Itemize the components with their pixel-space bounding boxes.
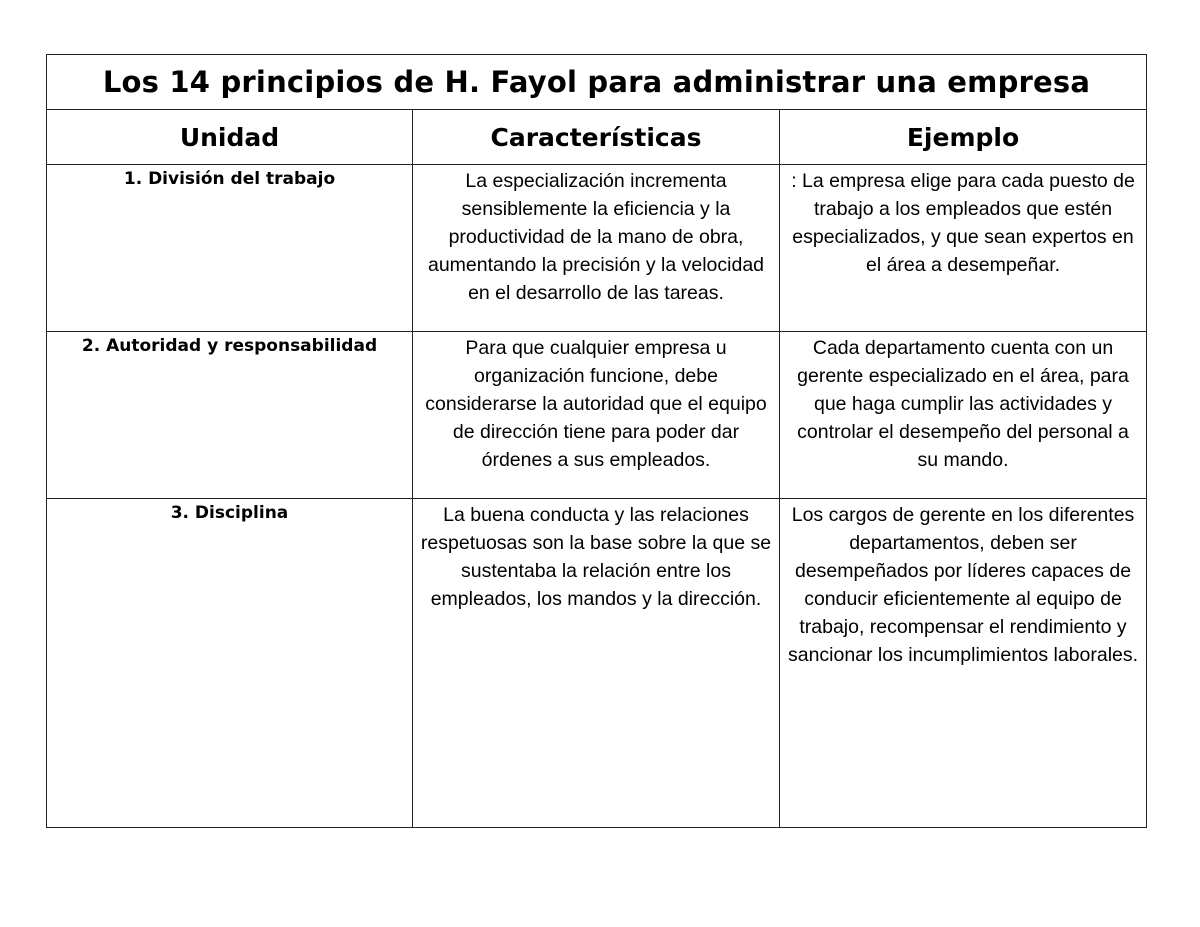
characteristics-cell: La especialización incrementa sensiblemente la eficiencia y la productividad de la mano de obra, aumentando la precisión y la velocidad en el desarrollo de las tareas. <box>413 165 780 332</box>
example-cell: Cada departamento cuenta con un gerente especializado en el área, para que haga cumplir las actividades y controlar el desempeño del personal a su mando. <box>780 332 1147 499</box>
unit-cell: 1. División del trabajo <box>47 165 413 332</box>
fayol-principles-table <box>46 54 1147 828</box>
table-row <box>47 332 1147 499</box>
characteristics-cell: La buena conducta y las relaciones respetuosas son la base sobre la que se sustentaba la relación entre los empleados, los mandos y la dirección. <box>413 499 780 828</box>
table-row <box>47 499 1147 828</box>
header-unidad: Unidad <box>47 110 413 165</box>
header-caracteristicas: Características <box>413 110 780 165</box>
header-ejemplo: Ejemplo <box>780 110 1147 165</box>
header-row <box>47 110 1147 165</box>
title-row <box>47 55 1147 110</box>
unit-cell: 2. Autoridad y responsabilidad <box>47 332 413 499</box>
unit-cell: 3. Disciplina <box>47 499 413 828</box>
characteristics-cell: Para que cualquier empresa u organización funcione, debe considerarse la autoridad que el equipo de dirección tiene para poder dar órdenes a sus empleados. <box>413 332 780 499</box>
table-row <box>47 165 1147 332</box>
example-cell: Los cargos de gerente en los diferentes departamentos, deben ser desempeñados por líderes capaces de conducir eficientemente al equipo de trabajo, recompensar el rendimiento y sancionar los incumplimientos laborales. <box>780 499 1147 828</box>
table-title: Los 14 principios de H. Fayol para administrar una empresa <box>47 55 1147 110</box>
example-cell: : La empresa elige para cada puesto de trabajo a los empleados que estén especializados, y que sean expertos en el área a desempeñar. <box>780 165 1147 332</box>
